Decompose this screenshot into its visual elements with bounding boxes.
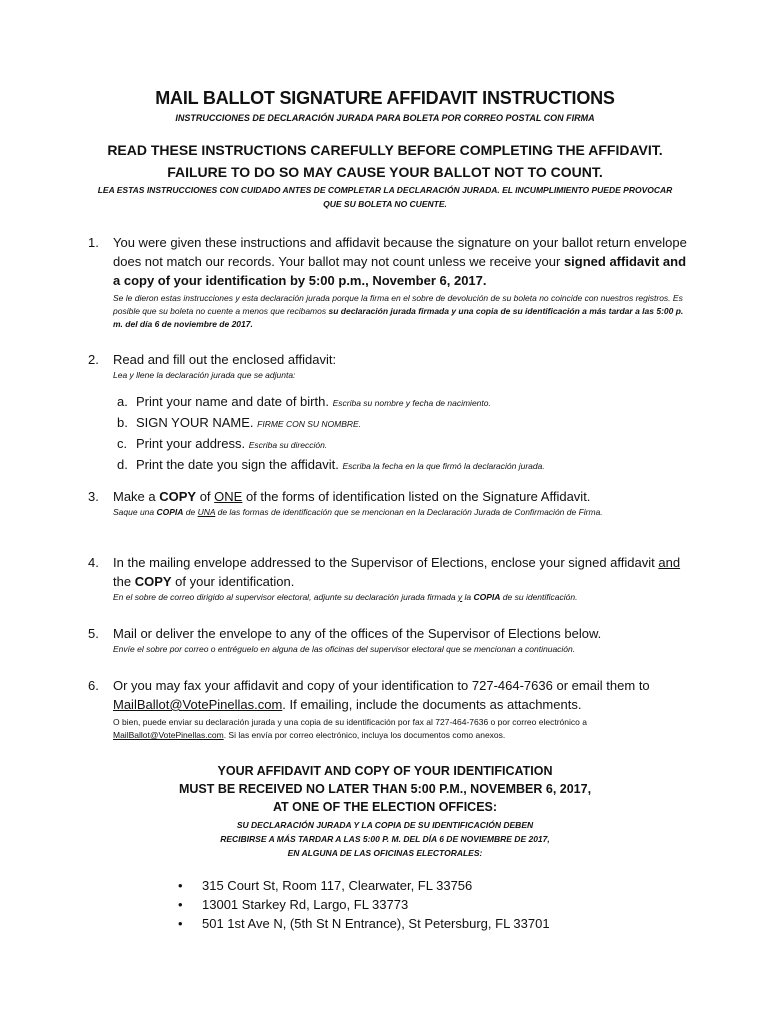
instruction-item-4: 4. In the mailing envelope addressed to the Supervisor of Elections, enclose your signed affidavit and the COPY of your identification. En el sobre de correo dirigido al supervisor electoral, adjunte su declaración jurada firmada y la COPIA de su identificación. — [88, 555, 681, 602]
deadline-line-2: MUST BE RECEIVED NO LATER THAN 5:00 P.M., NOVEMBER 6, 2017, — [178, 782, 592, 796]
page-title: MAIL BALLOT SIGNATURE AFFIDAVIT INSTRUCTIONS — [155, 88, 615, 108]
item-number: 3. — [88, 489, 99, 504]
deadline-es: SU DECLARACIÓN JURADA Y LA COPIA DE SU IDENTIFICACIÓN DEBEN RECIBIRSE A MÁS TARDAR A LAS 5:00 P. M. DEL DÍA 6 DE NOVIEMBRE DE 2017, EN ALGUNA DE LAS OFICINAS ELECTORALES: — [220, 820, 550, 858]
warning-line-2: FAILURE TO DO SO MAY CAUSE YOUR BALLOT NOT TO COUNT. — [167, 164, 603, 180]
instruction-item-1 — [90, 233, 690, 331]
list-item: • 501 1st Ave N, (5th St N Entrance), St Petersburg, FL 33701 — [178, 916, 550, 931]
item-text: You were given these instructions and affidavit because the signature on your ballot return envelope does not match our records. Your ballot may not count unless we receive your — [113, 235, 687, 269]
list-item: d. Print the date you sign the affidavit. Escriba la fecha en la que firmó la declaración jurada. — [117, 457, 545, 472]
bullet-icon: • — [178, 897, 183, 912]
bullet-icon: • — [178, 916, 183, 931]
page-subtitle-es: INSTRUCCIONES DE DECLARACIÓN JURADA PARA BOLETA POR CORREO POSTAL CON FIRMA — [175, 113, 595, 123]
instruction-item-5 — [90, 624, 690, 656]
warning-es: LEA ESTAS INSTRUCCIONES CON CUIDADO ANTES DE COMPLETAR LA DECLARACIÓN JURADA. EL INCUMPLIMIENTO PUEDE PROVOCAR QUE SU BOLETA NO CUENTE. — [97, 185, 673, 209]
item-text-bold: signed affidavit and a copy of your identification by 5:00 p.m., November 6, 2017. — [113, 254, 687, 288]
instruction-item-2 — [90, 350, 690, 382]
list-item: a. Print your name and date of birth. Escriba su nombre y fecha de nacimiento. — [117, 394, 491, 409]
item-text-es: Lea y llene la declaración jurada que se adjunta: — [113, 370, 296, 380]
list-item: c. Print your address. Escriba su dirección. — [117, 436, 328, 451]
list-item: • 13001 Starkey Rd, Largo, FL 33773 — [178, 897, 409, 912]
deadline-line-1: YOUR AFFIDAVIT AND COPY OF YOUR IDENTIFICATION — [217, 764, 553, 778]
bullet-icon: • — [178, 878, 183, 893]
email-link[interactable]: MailBallot@VotePinellas.com — [113, 697, 283, 712]
deadline-line-3: AT ONE OF THE ELECTION OFFICES: — [272, 800, 498, 814]
list-item: b. SIGN YOUR NAME. FIRME CON SU NOMBRE. — [117, 415, 362, 430]
email-link-es[interactable]: MailBallot@VotePinellas.com — [113, 730, 224, 740]
list-item: • 315 Court St, Room 117, Clearwater, FL 33756 — [178, 878, 473, 893]
item-text-es-bold: su declaración jurada firmada y una copia de su identificación a más tardar a las 5:00 p. m. del día 6 de noviembre de 2017. — [113, 306, 684, 329]
warning-line-1: READ THESE INSTRUCTIONS CAREFULLY BEFORE COMPLETING THE AFFIDAVIT. — [107, 142, 663, 158]
item-text: Read and fill out the enclosed affidavit: — [113, 352, 337, 367]
item-number: 4. — [88, 555, 99, 570]
affidavit-steps-list — [117, 392, 677, 476]
office-address-list — [178, 876, 678, 933]
item-number: 1. — [88, 235, 99, 250]
item-number: 2. — [88, 352, 99, 367]
item-text-es: Se le dieron estas instrucciones y esta declaración jurada porque la firma en el sobre de devolución de su boleta no coincide con nuestros registros. Es posible que su boleta no cuente a menos que recibamos — [113, 293, 683, 316]
item-number: 5. — [88, 626, 99, 641]
item-number: 6. — [88, 678, 99, 693]
instruction-item-6: 6. Or you may fax your affidavit and copy of your identification to 727-464-7636 or email them to MailBallot@VotePinellas.com. If emailing, include the documents as attachments. O bien, puede enviar su declaración jurada y una copia de su identificación por fax al 727-464-7636 o por correo electrónico a MailBallot@VotePinellas.com. Si las envía por correo electrónico, incluya los documentos como anexos. — [88, 678, 650, 740]
instruction-item-3: 3. Make a COPY of ONE of the forms of identification listed on the Signature Affidavit. Saque una COPIA de UNA de las formas de identificación que se mencionan en la Declaración Jurada de Confirmación de Firma. — [88, 489, 603, 517]
item-text: Mail or deliver the envelope to any of the offices of the Supervisor of Elections below. — [113, 626, 602, 641]
item-text-es: Envíe el sobre por correo o entréguelo en alguna de las oficinas del supervisor electoral que se mencionan a continuación. — [113, 644, 576, 654]
